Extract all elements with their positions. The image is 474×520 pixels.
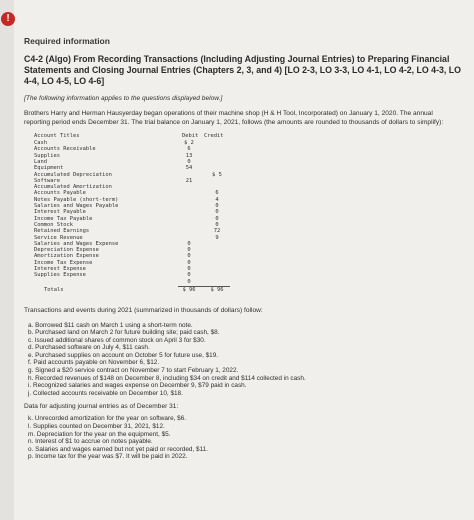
table-row bbox=[32, 222, 232, 228]
table-row bbox=[32, 159, 232, 165]
table-row bbox=[32, 247, 232, 253]
account-title-cell: Service Revenue bbox=[34, 234, 83, 241]
credit-cell: $ 96 bbox=[210, 286, 224, 293]
totals-rule bbox=[178, 286, 230, 287]
account-title-cell: Accounts Receivable bbox=[34, 146, 96, 153]
transaction-item: j. Collected accounts receivable on December 10, $18. bbox=[28, 389, 183, 397]
debit-cell: 21 bbox=[185, 177, 193, 184]
col-credit: Credit bbox=[204, 133, 224, 139]
col-account-titles: Account Titles bbox=[34, 133, 80, 139]
left-rail bbox=[0, 0, 14, 520]
account-title-cell: Interest Payable bbox=[34, 209, 86, 216]
credit-cell: 6 bbox=[215, 190, 219, 197]
debit-cell: 13 bbox=[185, 152, 193, 159]
table-row bbox=[32, 165, 232, 171]
trial-balance-header bbox=[32, 133, 232, 140]
transaction-item: g. Signed a $20 service contract on November 7 to start February 1, 2022. bbox=[28, 367, 239, 375]
intro-paragraph: Brothers Harry and Herman Hausyerday began operations of their machine shop (H & H Tool, Incorporated) on January 1, 2020. The annual reporting period ends December 31. The trial balance on January 1, 2021, follows (the amounts are rounded to thousands of dollars to simplify): bbox=[24, 110, 444, 126]
account-title-cell: Income Tax Expense bbox=[34, 259, 93, 266]
credit-cell: $ 5 bbox=[212, 171, 222, 178]
table-row bbox=[32, 140, 232, 146]
table-row bbox=[32, 172, 232, 178]
debit-cell: 0 bbox=[187, 158, 191, 165]
account-title-cell: Income Tax Payable bbox=[34, 215, 93, 222]
table-row bbox=[32, 279, 232, 285]
adjustment-item: o. Salaries and wages earned but not yet paid or recorded, $11. bbox=[28, 445, 209, 453]
adjustment-item: m. Depreciation for the year on the equipment, $5. bbox=[28, 430, 171, 438]
trial-balance-table bbox=[32, 133, 232, 301]
debit-cell: 0 bbox=[187, 247, 191, 254]
transactions-list bbox=[24, 322, 464, 398]
adjustments-list bbox=[24, 415, 464, 461]
adjustment-item: n. Interest of $1 to accrue on notes payable. bbox=[28, 438, 153, 446]
table-row bbox=[32, 241, 232, 247]
table-row bbox=[32, 203, 232, 209]
transactions-intro: Transactions and events during 2021 (summarized in thousands of dollars) follow: bbox=[24, 307, 263, 314]
required-label: Required information bbox=[24, 36, 110, 46]
totals-row bbox=[32, 287, 232, 293]
account-title-cell: Notes Payable (short-term) bbox=[34, 196, 119, 203]
problem-title: C4-2 (Algo) From Recording Transactions (Including Adjusting Journal Entries) to Preparing Financial Statements and Closing Journal Entries (Chapters 2, 3, and 4) [LO 2-3, LO 3-3, LO 4-1, LO 4-2, LO 4-3, LO 4-4, LO 4-5, LO 4-6] bbox=[24, 54, 462, 86]
account-title-cell: Common Stock bbox=[34, 221, 73, 228]
credit-cell: 4 bbox=[215, 196, 219, 203]
account-title-cell: Interest Expense bbox=[34, 266, 86, 272]
table-row bbox=[32, 228, 232, 234]
credit-cell: 0 bbox=[215, 203, 219, 209]
credit-cell: 0 bbox=[215, 221, 219, 228]
account-title-cell: Accumulated Amortization bbox=[34, 184, 112, 191]
transaction-item: i. Recognized salaries and wages expense on December 9, $79 paid in cash. bbox=[28, 382, 247, 390]
adjustment-item: k. Unrecorded amortization for the year on software, $6. bbox=[28, 415, 187, 423]
debit-cell: 0 bbox=[187, 266, 191, 272]
debit-cell: 0 bbox=[187, 278, 191, 285]
account-title-cell: Cash bbox=[34, 140, 47, 146]
account-title-cell: Amortization Expense bbox=[34, 253, 99, 260]
table-row bbox=[32, 272, 232, 278]
table-row bbox=[32, 184, 232, 190]
col-debit: Debit bbox=[182, 133, 199, 139]
account-title-cell: Accounts Payable bbox=[34, 190, 86, 197]
transaction-item: f. Paid accounts payable on November 6, $12. bbox=[28, 359, 160, 367]
credit-cell: 0 bbox=[215, 215, 219, 222]
table-row bbox=[32, 146, 232, 152]
transaction-item: c. Issued additional shares of common stock on April 3 for $30. bbox=[28, 336, 206, 344]
info-note: [The following information applies to the questions displayed below.] bbox=[24, 95, 223, 102]
credit-cell: 0 bbox=[215, 209, 219, 216]
account-title-cell: Software bbox=[34, 177, 60, 184]
transaction-item: b. Purchased land on March 2 for future building site; paid cash, $8. bbox=[28, 329, 220, 337]
credit-cell: 9 bbox=[215, 234, 219, 241]
account-title-cell: Retained Earnings bbox=[34, 228, 90, 235]
table-row bbox=[32, 216, 232, 222]
question-content bbox=[24, 36, 464, 461]
account-title-cell: Equipment bbox=[34, 165, 64, 172]
transaction-item: d. Purchased software on July 4, $11 cash. bbox=[28, 344, 150, 352]
account-title-cell: Supplies bbox=[34, 152, 60, 159]
debit-cell: 0 bbox=[187, 272, 191, 279]
account-title-cell: Accumulated Depreciation bbox=[34, 171, 112, 178]
adjustment-item: p. Income tax for the year was $7. It will be paid in 2022. bbox=[28, 453, 188, 461]
credit-cell: 72 bbox=[213, 228, 221, 235]
account-title-cell: Totals bbox=[44, 286, 64, 293]
debit-cell: 0 bbox=[187, 259, 191, 266]
account-title-cell: Salaries and Wages Expense bbox=[34, 240, 119, 247]
debit-cell: 0 bbox=[187, 240, 191, 247]
table-row bbox=[32, 197, 232, 203]
table-row bbox=[32, 235, 232, 241]
table-row bbox=[32, 253, 232, 259]
transaction-item: a. Borrowed $11 cash on March 1 using a short-term note. bbox=[28, 321, 193, 329]
table-row bbox=[32, 260, 232, 266]
table-row bbox=[32, 178, 232, 184]
debit-cell: 0 bbox=[187, 253, 191, 260]
adjusting-intro: Data for adjusting journal entries as of December 31: bbox=[24, 403, 179, 411]
table-row bbox=[32, 266, 232, 272]
account-title-cell: Supplies Expense bbox=[34, 272, 86, 279]
account-title-cell: Salaries and Wages Payable bbox=[34, 203, 119, 209]
alert-icon: ! bbox=[1, 12, 15, 26]
account-title-cell: Depreciation Expense bbox=[34, 247, 99, 254]
debit-cell: 6 bbox=[187, 146, 191, 153]
debit-cell: $ 96 bbox=[182, 286, 196, 293]
debit-cell: $ 2 bbox=[184, 140, 194, 146]
table-row bbox=[32, 190, 232, 196]
transaction-item: e. Purchased supplies on account on October 5 for future use, $19. bbox=[28, 351, 219, 359]
debit-cell: 54 bbox=[185, 165, 193, 172]
transaction-item: h. Recorded revenues of $148 on December 8, including $34 on credit and $114 collected in cash. bbox=[28, 374, 306, 382]
adjustment-item: l. Supplies counted on December 31, 2021, $12. bbox=[28, 423, 165, 431]
account-title-cell: Land bbox=[34, 158, 47, 165]
table-row bbox=[32, 153, 232, 159]
table-row bbox=[32, 209, 232, 215]
